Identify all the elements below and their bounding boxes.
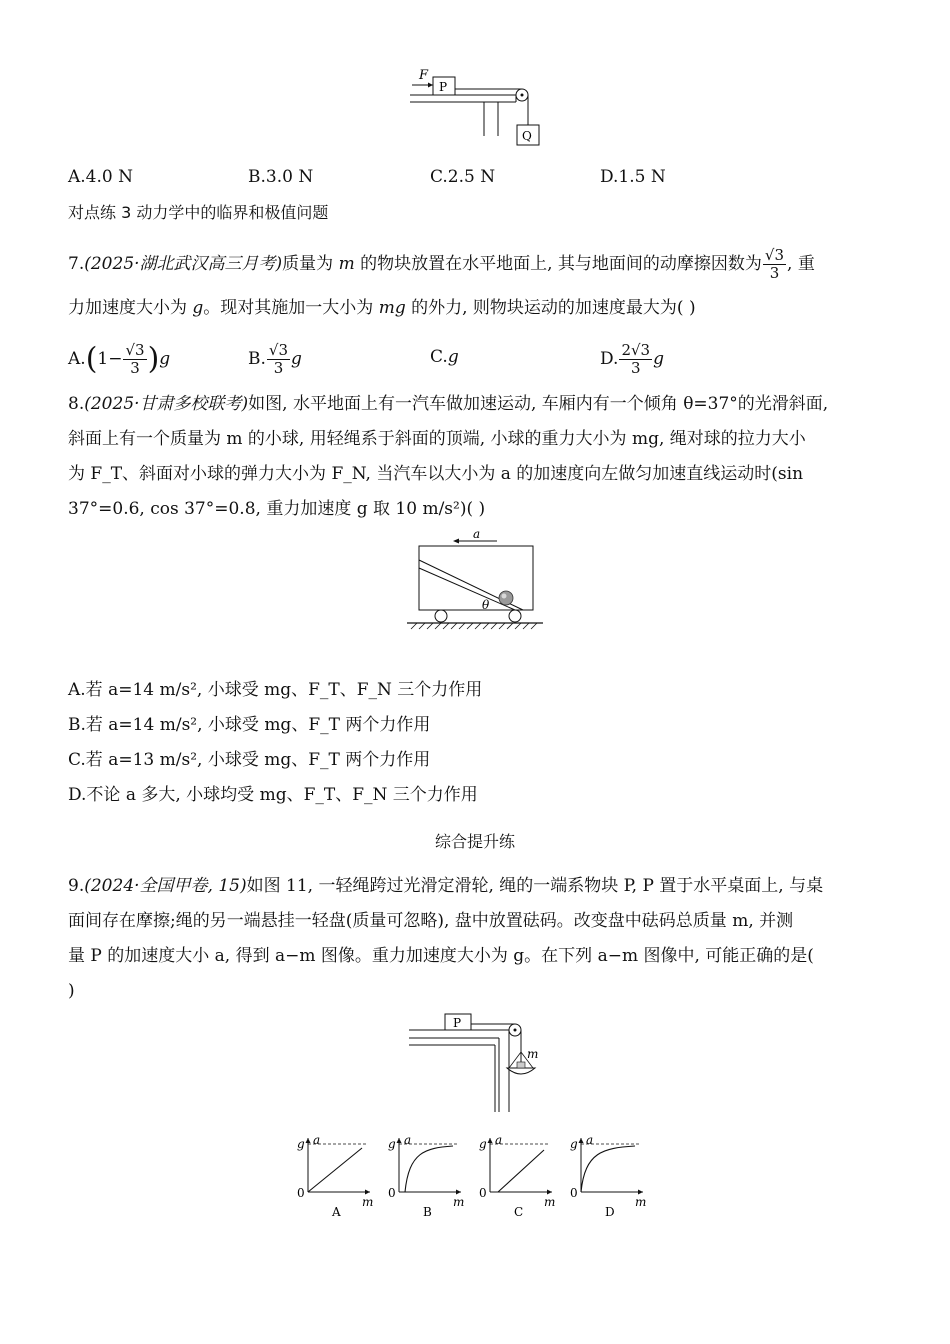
- graph-c-caption: C: [514, 1205, 524, 1219]
- graph-a-curve: [308, 1148, 362, 1192]
- q8-option-d: D.不论 a 多大, 小球均受 mg、F_T、F_N 三个力作用: [68, 785, 478, 805]
- q6-option-b: B.3.0 N: [248, 167, 314, 187]
- q8-option-a: A.若 a=14 m/s², 小球受 mg、F_T、F_N 三个力作用: [68, 680, 483, 700]
- graph-c-curve: [498, 1150, 544, 1192]
- q6-option-c: C.2.5 N: [430, 167, 496, 187]
- graph-c-zero-label: 0: [479, 1186, 487, 1200]
- graph-d-zero-label: 0: [570, 1186, 578, 1200]
- svg-text:P: P: [439, 80, 448, 94]
- q8-option-c: C.若 a=13 m/s², 小球受 mg、F_T 两个力作用: [68, 750, 431, 770]
- graph-a-x-arrow: [365, 1190, 370, 1195]
- q9-line1: 9.(2024·全国甲卷, 15)如图 11, 一轻绳跨过光滑定滑轮, 绳的一端系物块 P, P 置于水平桌面上, 与桌: [68, 876, 824, 896]
- graph-c-y-arrow: [488, 1138, 493, 1143]
- graph-c-m-label: m: [544, 1195, 556, 1209]
- section-title-comprehensive: 综合提升练: [434, 832, 515, 851]
- graph-a-caption: A: [332, 1205, 341, 1219]
- q9-line2: 面间存在摩擦;绳的另一端悬挂一轻盘(质量可忽略), 盘中放置砝码。改变盘中砝码总质量 m, 并测: [68, 911, 794, 931]
- accel-label: a: [473, 527, 481, 541]
- q7-option-b: B. $\frac{√3}{3}$ g: [248, 341, 302, 377]
- q7-line2: 力加速度大小为 g。现对其施加一大小为 mg 的外力, 则物块运动的加速度最大为( ): [68, 298, 696, 318]
- q9-graphs-svg: [290, 1122, 670, 1222]
- q7-option-c: C.g: [430, 347, 459, 367]
- graph-b-caption: B: [423, 1205, 432, 1219]
- graph-b-zero-label: 0: [388, 1186, 396, 1200]
- graph-c-a-label: a: [495, 1133, 503, 1147]
- graph-a-m-label: m: [362, 1195, 374, 1209]
- graph-d-g-label: g: [570, 1137, 578, 1151]
- graph-d-caption: D: [605, 1205, 615, 1219]
- fraction-root3-over-3: $\frac{√3}{3}$: [764, 246, 785, 282]
- graph-a-g-label: g: [297, 1137, 305, 1151]
- q8-option-b: B.若 a=14 m/s², 小球受 mg、F_T 两个力作用: [68, 715, 431, 735]
- svg-text:Q: Q: [522, 129, 532, 143]
- graph-b-m-label: m: [453, 1195, 465, 1209]
- q9-line4: ): [68, 981, 75, 1001]
- force-label: F: [419, 68, 429, 83]
- ball: [499, 591, 513, 605]
- q8-line2: 斜面上有一个质量为 m 的小球, 用轻绳系于斜面的顶端, 小球的重力大小为 mg, 绳对球的拉力大小: [68, 429, 806, 449]
- graph-a-y-arrow: [306, 1138, 311, 1143]
- q8-line4: 37°=0.6, cos 37°=0.8, 重力加速度 g 取 10 m/s²)( ): [68, 499, 486, 519]
- graph-a-zero-label: 0: [297, 1186, 305, 1200]
- q8-car-incline-figure: [405, 526, 545, 636]
- q9-table-pulley-figure: [405, 1012, 555, 1116]
- graph-d-y-arrow: [579, 1138, 584, 1143]
- q7-option-a: A.(1− $\frac{√3}{3}$ )g: [68, 341, 171, 377]
- graph-b-x-arrow: [456, 1190, 461, 1195]
- section3-title: 对点练 3 动力学中的临界和极值问题: [68, 203, 329, 222]
- q6-option-a: A.4.0 N: [68, 167, 133, 187]
- q8-line3: 为 F_T、斜面对小球的弹力大小为 F_N, 当汽车以大小为 a 的加速度向左做匀加速直线运动时(sin: [68, 464, 804, 484]
- hanging-pan: [507, 1068, 535, 1074]
- graph-c-g-label: g: [479, 1137, 487, 1151]
- graph-d-curve: [581, 1146, 635, 1192]
- q8-line1: 8.(2025·甘肃多校联考)如图, 水平地面上有一汽车做加速运动, 车厢内有一个倾角 θ=37°的光滑斜面,: [68, 394, 829, 414]
- q6-option-d: D.1.5 N: [600, 167, 666, 187]
- q9-line3: 量 P 的加速度大小 a, 得到 a−m 图像。重力加速度大小为 g。在下列 a−m 图像中, 可能正确的是(: [68, 946, 814, 966]
- graph-b-curve: [405, 1146, 453, 1192]
- graph-d-m-label: m: [635, 1195, 647, 1209]
- car-body: [419, 546, 533, 610]
- graph-b-y-arrow: [397, 1138, 402, 1143]
- q9-graphs: [290, 1122, 670, 1222]
- svg-text:P: P: [453, 1016, 462, 1030]
- q6-pulley-figure: [400, 66, 550, 150]
- mass-label: m: [527, 1047, 539, 1061]
- theta-label: θ: [482, 598, 490, 612]
- graph-d-a-label: a: [586, 1133, 594, 1147]
- graph-a-a-label: a: [313, 1133, 321, 1147]
- q7-option-d: D. $\frac{2√3}{3}$ g: [600, 341, 664, 377]
- graph-d-x-arrow: [638, 1190, 643, 1195]
- graph-b-a-label: a: [404, 1133, 412, 1147]
- graph-b-g-label: g: [388, 1137, 396, 1151]
- q7-line1: 7.(2025·湖北武汉高三月考)质量为 m 的物块放置在水平地面上, 其与地面间的动摩擦因数为 $\frac{√3}{3}$ , 重: [68, 246, 815, 282]
- graph-c-x-arrow: [547, 1190, 552, 1195]
